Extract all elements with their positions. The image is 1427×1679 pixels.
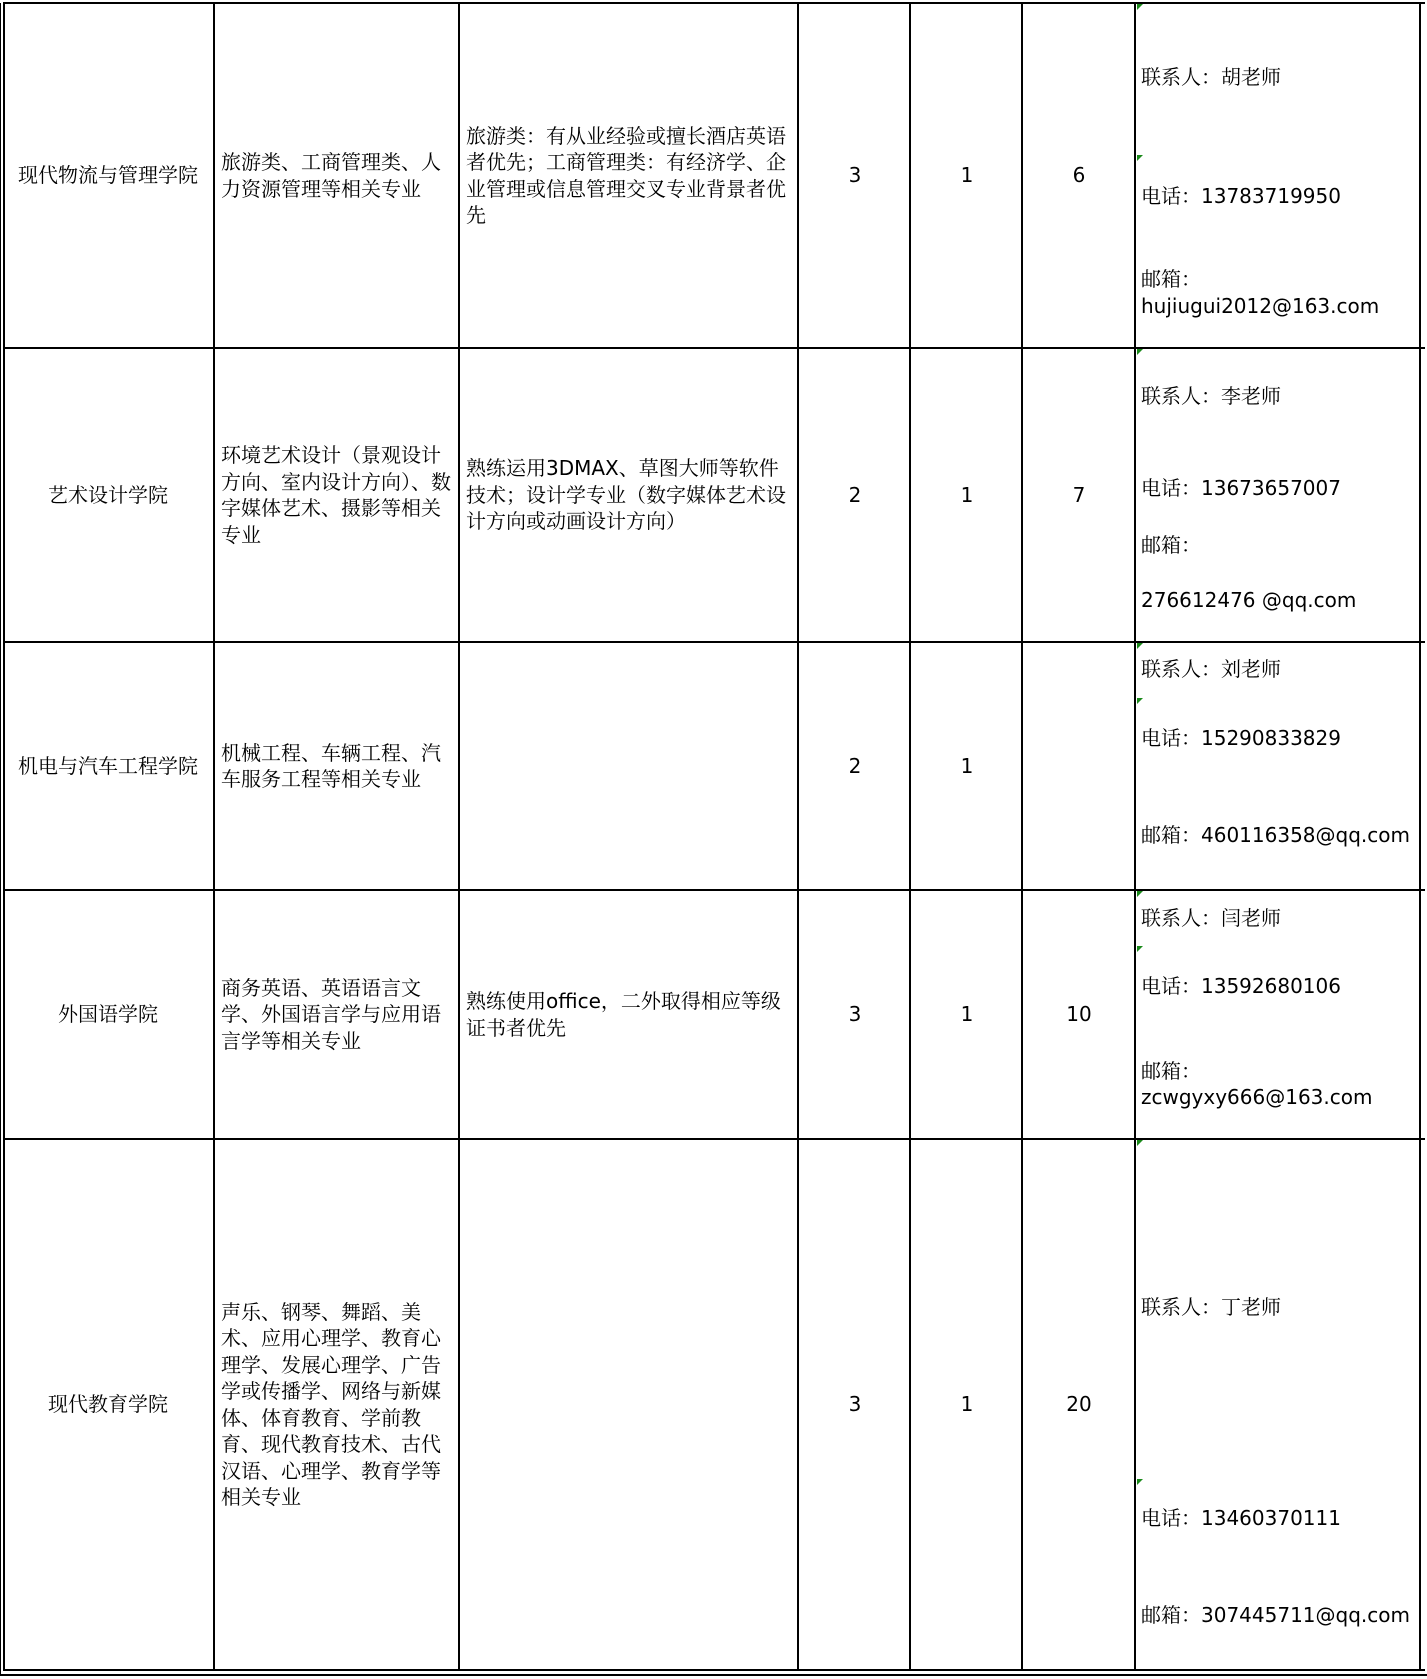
comment-marker-icon: [1137, 349, 1143, 355]
college-cell: 艺术设计学院: [48, 482, 168, 507]
count-b-cell: 1: [960, 163, 974, 188]
contact-email: zcwgyxy666@163.com: [1141, 1085, 1373, 1109]
count-a-cell: 3: [848, 163, 862, 188]
contact-person: 联系人：胡老师: [1141, 65, 1281, 89]
major-cell: 环境艺术设计（景观设计方向、室内设计方向）、数字媒体艺术、摄影等相关专业: [221, 443, 451, 547]
requirement-cell: 熟练使用office，二外取得相应等级证书者优先: [466, 989, 781, 1040]
college-cell: 现代物流与管理学院: [18, 163, 198, 188]
col-divider: [1134, 3, 1136, 1670]
count-a-cell: 2: [848, 482, 862, 507]
count-c-cell: 10: [1066, 1002, 1092, 1027]
col-divider: [1419, 3, 1421, 1670]
contact-email: 276612476 @qq.com: [1141, 588, 1357, 612]
major-cell: 旅游类、工商管理类、人力资源管理等相关专业: [221, 150, 441, 201]
count-b-cell: 1: [960, 482, 974, 507]
count-b-cell: 1: [960, 1392, 974, 1417]
contact-email-label: 邮箱：: [1141, 533, 1201, 557]
count-a-cell: 3: [848, 1392, 862, 1417]
col-divider: [458, 3, 460, 1670]
contact-phone: 电话：13460370111: [1141, 1506, 1341, 1530]
count-c-cell: 20: [1066, 1392, 1092, 1417]
count-c-cell: 6: [1072, 163, 1086, 188]
table-border-bottom: [0, 1674, 1427, 1676]
college-cell: 外国语学院: [58, 1002, 158, 1027]
contact-phone: 电话：15290833829: [1141, 726, 1341, 750]
contact-person: 联系人：刘老师: [1141, 657, 1281, 681]
comment-marker-icon: [1137, 155, 1143, 161]
comment-marker-icon: [1137, 4, 1143, 10]
count-a-cell: 3: [848, 1002, 862, 1027]
requirement-cell: 熟练运用3DMAX、草图大师等软件技术；设计学专业（数字媒体艺术设计方向或动画设计方向）: [466, 456, 786, 534]
contact-email: hujiugui2012@163.com: [1141, 294, 1380, 318]
requirement-cell: [464, 643, 796, 889]
comment-marker-icon: [1137, 1140, 1143, 1146]
college-cell: 机电与汽车工程学院: [18, 753, 198, 778]
count-c-cell: [1024, 643, 1134, 889]
contact-phone: 电话：13673657007: [1141, 476, 1341, 500]
count-b-cell: 1: [960, 1002, 974, 1027]
table-border-left: [0, 3, 1, 1676]
col-divider: [213, 3, 215, 1670]
contact-person: 联系人：闫老师: [1141, 906, 1281, 930]
requirement-cell: [464, 1140, 796, 1669]
contact-email-label: 邮箱：: [1141, 1059, 1201, 1083]
college-cell: 现代教育学院: [48, 1392, 168, 1417]
major-cell: 商务英语、英语语言文学、外国语言学与应用语言学等相关专业: [221, 975, 441, 1053]
comment-marker-icon: [1137, 891, 1143, 897]
comment-marker-icon: [1137, 698, 1143, 704]
contact-phone: 电话：13592680106: [1141, 974, 1341, 998]
contact-phone: 电话：13783719950: [1141, 184, 1341, 208]
comment-marker-icon: [1137, 1479, 1143, 1485]
requirement-cell: 旅游类：有从业经验或擅长酒店英语者优先；工商管理类：有经济学、企业管理或信息管理交叉专业背景者优先: [466, 123, 786, 227]
count-b-cell: 1: [960, 753, 974, 778]
contact-email: 邮箱：460116358@qq.com: [1141, 823, 1410, 847]
count-a-cell: 2: [848, 753, 862, 778]
comment-marker-icon: [1137, 946, 1143, 952]
contact-email: 邮箱：307445711@qq.com: [1141, 1603, 1410, 1627]
comment-marker-icon: [1137, 643, 1143, 649]
contact-email-label: 邮箱：: [1141, 267, 1201, 291]
count-c-cell: 7: [1072, 482, 1086, 507]
contact-person: 联系人：李老师: [1141, 384, 1281, 408]
major-cell: 机械工程、车辆工程、汽车服务工程等相关专业: [221, 740, 441, 791]
row-divider: [3, 1669, 1425, 1671]
col-divider: [797, 3, 799, 1670]
contact-person: 联系人：丁老师: [1141, 1295, 1281, 1319]
major-cell: 声乐、钢琴、舞蹈、美术、应用心理学、教育心理学、发展心理学、广告学或传播学、网络与新媒体、体育教育、学前教育、现代教育技术、古代汉语、心理学、教育学等相关专业: [221, 1299, 441, 1509]
